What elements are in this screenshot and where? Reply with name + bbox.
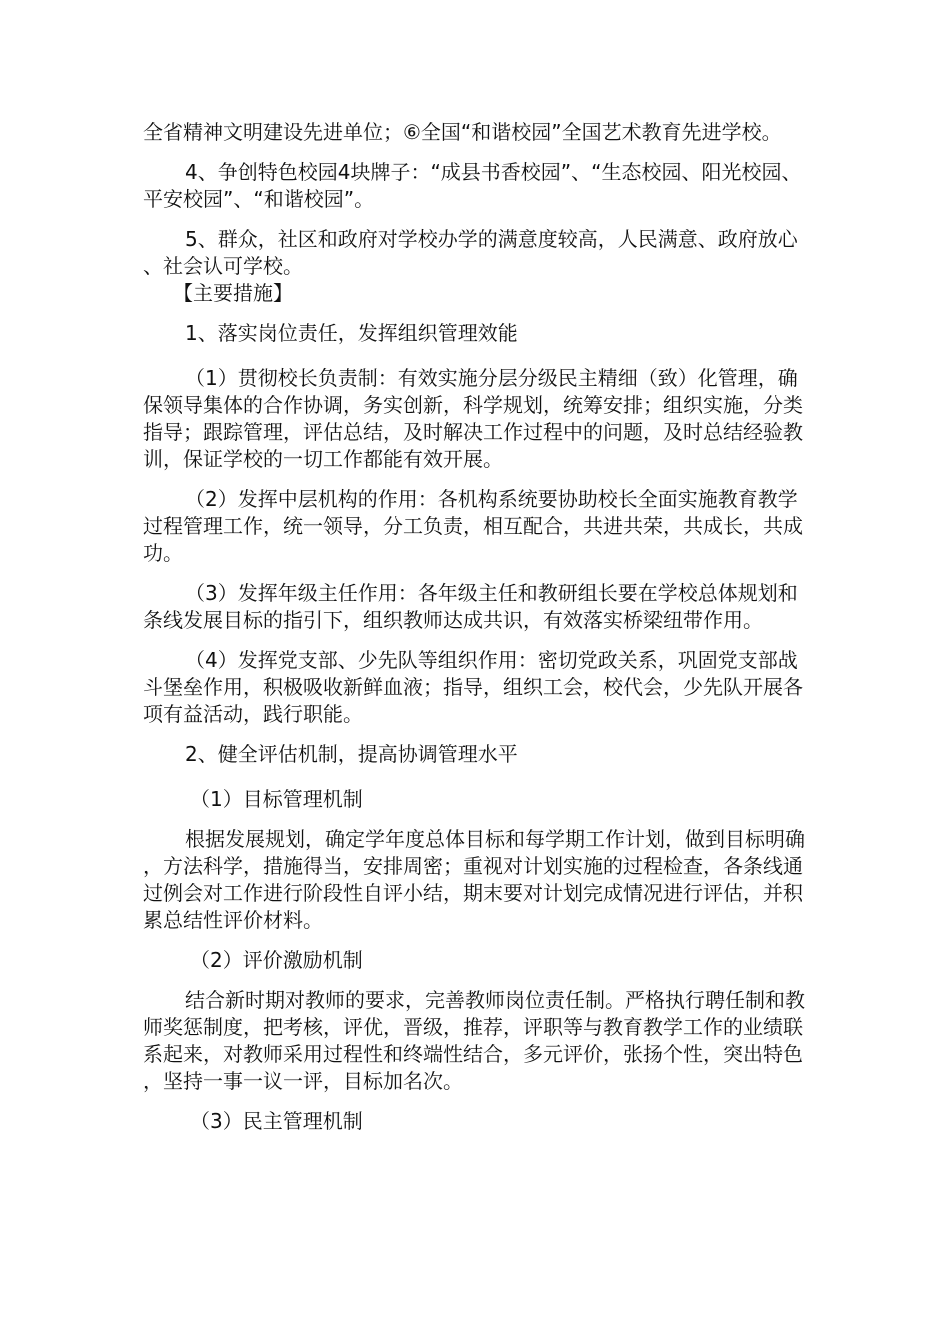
subheading-measure-2-2: （2）评价激励机制 xyxy=(190,948,363,972)
subheading-measure-2-3: （3）民主管理机制 xyxy=(190,1109,363,1133)
subheading-measure-2: 2、健全评估机制，提高协调管理水平 xyxy=(185,742,518,766)
subheading-measure-2-1: （1）目标管理机制 xyxy=(190,787,363,811)
paragraph-measure-1-3: （3）发挥年级主任作用：各年级主任和教研组长要在学校总体规划和条线发展目标的指引下，组织教师达成共识，有效落实桥梁纽带作用。 xyxy=(143,581,798,632)
paragraph-target-management: 根据发展规划，确定学年度总体目标和每学期工作计划，做到目标明确，方法科学，措施得当，安排周密；重视对计划实施的过程检查，各条线通过例会对工作进行阶段性自评小结，期末要对计划完成情况进行评估，并积累总结性评价材料。 xyxy=(143,827,805,932)
paragraph-goal-4: 4、争创特色校园4块牌子：“成县书香校园”、“生态校园、阳光校园、平安校园”、“和谐校园”。 xyxy=(143,160,802,211)
paragraph-measure-1-1: （1）贯彻校长负责制：有效实施分层分级民主精细（致）化管理，确保领导集体的合作协调，务实创新，科学规划，统筹安排；组织实施，分类指导；跟踪管理，评估总结，及时解决工作过程中的问题，及时总结经验教训，保证学校的一切工作都能有效开展。 xyxy=(143,366,803,471)
subheading-measure-1: 1、落实岗位责任，发挥组织管理效能 xyxy=(185,321,518,345)
section-heading-main-measures: 【主要措施】 xyxy=(173,281,293,305)
document-body xyxy=(143,119,815,1135)
paragraph-honors-continued: 全省精神文明建设先进单位；⑥全国“和谐校园”全国艺术教育先进学校。 xyxy=(143,120,782,144)
paragraph-goal-5: 5、群众，社区和政府对学校办学的满意度较高，人民满意、政府放心、社会认可学校。 xyxy=(143,227,798,278)
paragraph-measure-1-4: （4）发挥党支部、少先队等组织作用：密切党政关系，巩固党支部战斗堡垒作用，积极吸收新鲜血液；指导，组织工会，校代会，少先队开展各项有益活动，践行职能。 xyxy=(143,648,803,726)
paragraph-evaluation-incentive: 结合新时期对教师的要求，完善教师岗位责任制。严格执行聘任制和教师奖惩制度，把考核，评优，晋级，推荐，评职等与教育教学工作的业绩联系起来，对教师采用过程性和终端性结合，多元评价，张扬个性，突出特色，坚持一事一议一评，目标加名次。 xyxy=(143,988,805,1093)
paragraph-measure-1-2: （2）发挥中层机构的作用：各机构系统要协助校长全面实施教育教学过程管理工作，统一领导，分工负责，相互配合，共进共荣，共成长，共成功。 xyxy=(143,487,803,565)
